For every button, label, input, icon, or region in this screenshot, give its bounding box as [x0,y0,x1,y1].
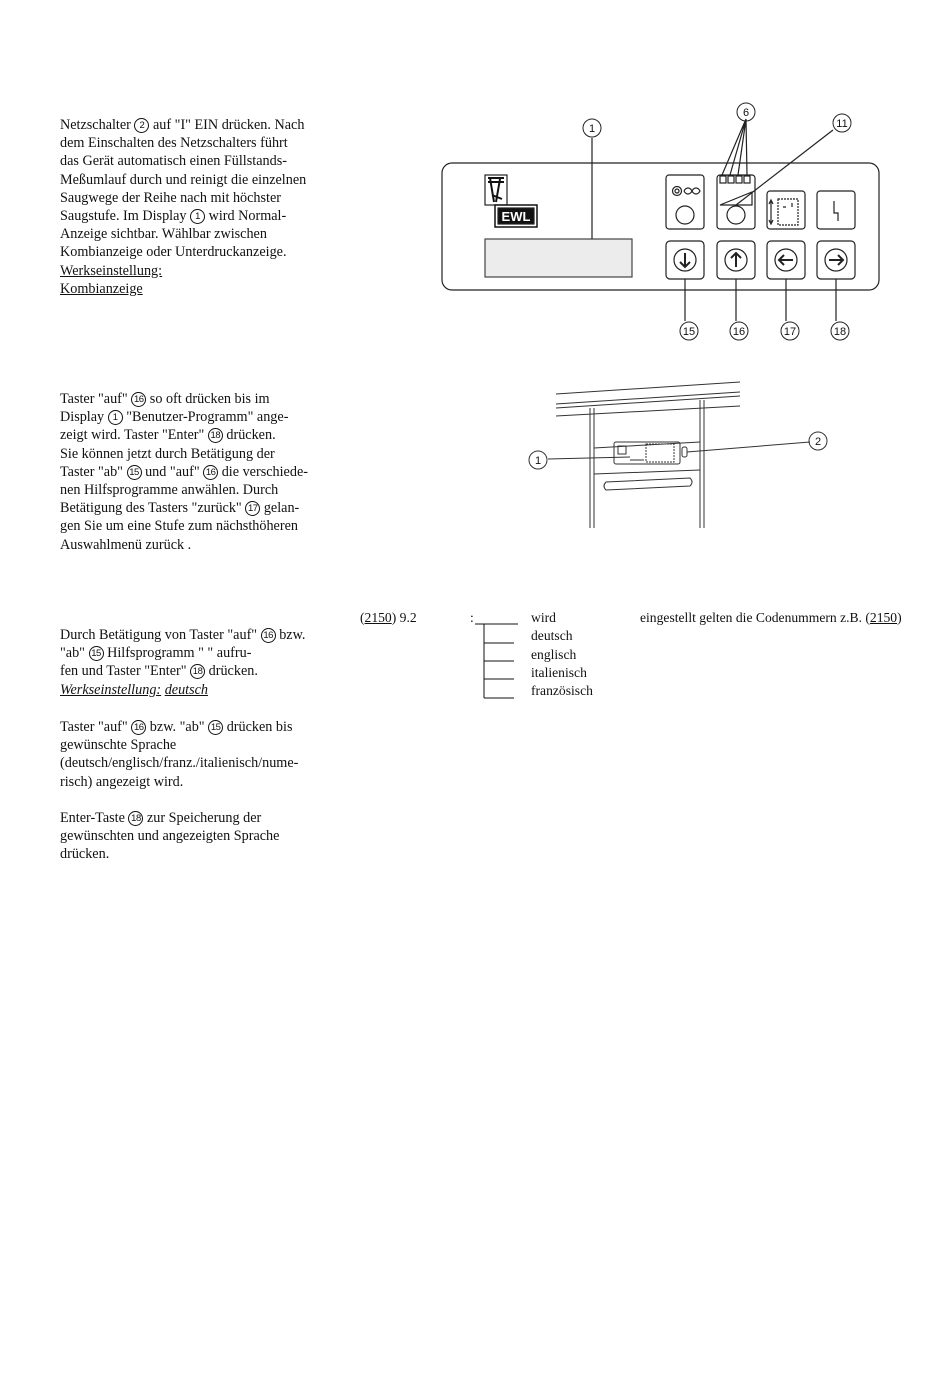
text-line [60,626,350,644]
text-line [60,662,350,680]
flash-icon [817,191,855,229]
callout-1: 1 [588,123,596,135]
text-run: gewünschte Sprache [60,737,177,754]
text-line [60,536,350,554]
text-line [60,809,350,827]
text-line [60,718,350,736]
text-run: Auswahlmenü zurück . [60,536,192,553]
text-line [60,408,350,426]
callout-17: 17 [783,326,797,338]
display-window [485,239,632,277]
text-run: Saugstufe. Im Display [60,208,191,225]
circled-ref-number: 16 [203,465,218,480]
text-line [60,445,350,463]
circled-ref-number: 15 [89,646,104,661]
text-run: gen Sie um eine Stufe zum nächsthöheren [60,518,298,535]
text-run: "Benutzer-Programm" ange- [122,409,289,426]
text-line [60,499,350,517]
language-tree-lines [470,612,530,702]
text-line [60,116,350,134]
circled-ref-number: 18 [128,811,143,826]
text-run: Meßumlauf durch und reinigt die einzelnen [60,171,307,188]
code-line-right: eingestellt gelten die Codenummern z.B. (2150) [640,610,902,625]
code-colon: : [470,610,474,625]
callout-2: 2 [814,436,822,448]
text-line [60,681,350,699]
text-run: auf "I" EIN drücken. Nach [149,117,305,133]
text-run: die verschiede- [218,463,308,480]
text-run: bzw. "ab" [146,719,209,735]
language-option-italienisch: italienisch [531,665,587,680]
code-suffix: ) 9.2 [391,610,417,625]
up-button[interactable] [717,241,755,279]
ewl-logo [485,175,537,227]
text-run: Kombianzeige oder Unterdruckanzeige. [60,244,287,261]
section-save-language [60,809,350,864]
circled-ref-number: 16 [131,392,146,407]
circled-ref-number: 15 [127,465,142,480]
text-line [60,189,350,207]
text-run: Saugwege der Reihe nach mit höchster [60,189,282,206]
circled-ref-number: 15 [208,720,223,735]
section-select-language [60,718,350,791]
language-option-franzoesisch: französisch [531,683,593,698]
text-run: zur Speicherung der [143,810,262,826]
text-run: drücken bis [223,719,293,735]
text-line [60,171,350,189]
text-line [60,390,350,408]
underlined-text: Werkseinstellung: [60,262,163,279]
text-line [60,426,350,444]
text-run: Taster "ab" [60,463,127,480]
text-line [60,827,350,845]
text-run: und "auf" [141,463,204,480]
text-line [60,134,350,152]
text-run: das Gerät automatisch einen Füllstands- [60,153,287,170]
callout-6: 6 [742,107,750,119]
text-run: gewünschten und angezeigten Sprache [60,828,280,845]
text-run: Hilfsprogramm " " aufru- [103,645,252,662]
text-line [60,243,350,261]
callout-16: 16 [732,326,746,338]
language-option-deutsch: deutsch [531,628,573,643]
circled-ref-number: 18 [190,664,205,679]
callout-18: 18 [833,326,847,338]
down-button[interactable] [666,241,704,279]
callout-1: 1 [534,455,542,467]
level-icon [767,191,805,229]
text-run: wird Normal- [205,208,287,225]
text-run: drücken. [222,427,276,444]
text-line [60,280,350,298]
text-line [60,754,350,772]
control-panel-figure [430,95,900,355]
circled-ref-number: 2 [134,118,149,133]
text-run: dem Einschalten des Netzschalters führt [60,135,288,152]
text-line [60,736,350,754]
section-language-program [60,626,350,699]
text-run: Anzeige sichtbar. Wählbar zwischen [60,226,267,243]
circled-ref-number: 1 [190,209,205,224]
factory-setting-text: Werkseinstellung: [60,681,162,698]
enter-button[interactable] [817,241,855,279]
code-number: 2150 [364,610,392,625]
language-option-englisch: englisch [531,647,577,662]
text-run: drücken. [60,846,110,863]
text-run: (deutsch/englisch/franz./italienisch/nume- [60,755,299,772]
underlined-text: Kombianzeige [60,280,143,297]
circled-ref-number: 17 [245,501,260,516]
callout-11: 11 [836,118,848,130]
back-button[interactable] [767,241,805,279]
text-line [60,517,350,535]
text-run: Taster "auf" [60,391,132,407]
ewl-logo-text: EWL [501,209,531,224]
text-run: drücken. [205,663,258,680]
circled-ref-number: 16 [261,628,276,643]
circled-ref-number: 18 [208,428,223,443]
text-run: Taster "auf" [60,719,132,735]
text-run: Netzschalter [60,117,135,133]
text-line [60,207,350,225]
circled-ref-number: 1 [108,410,123,425]
code-wird: wird [531,610,556,625]
circled-ref-number: 16 [131,720,146,735]
text-run: nen Hilfsprogramme anwählen. Durch [60,482,279,499]
text-run: fen und Taster "Enter" [60,663,191,680]
text-run: risch) angezeigt wird. [60,773,184,790]
text-line [60,152,350,170]
text-run: so oft drücken bis im [146,391,270,407]
device-front-figure [520,378,850,538]
text-line [60,481,350,499]
text-line [60,225,350,243]
text-line [60,845,350,863]
text-run: bzw. [275,627,306,643]
text-line [60,773,350,791]
section-user-program [60,390,350,554]
text-run: gelan- [260,500,300,517]
text-run: Sie können jetzt durch Betätigung der [60,445,275,462]
code-number-right: 2150 [869,610,898,625]
ramp-icon [717,175,755,229]
code-line-left: (2150) 9.2 [360,610,417,625]
callout-15: 15 [682,326,696,338]
text-line [60,644,350,662]
text-run: "ab" [60,645,89,662]
text-run: Enter-Taste [60,810,129,826]
text-line [60,262,350,280]
factory-setting-text: deutsch [164,681,209,698]
vacuum-infinity-icon [666,175,704,229]
text-run: zeigt wird. Taster "Enter" [60,427,208,444]
text-run: Display [60,409,108,426]
text-run: Durch Betätigung von Taster "auf" [60,627,261,643]
text-run: Betätigung des Tasters "zurück" [60,500,246,517]
section-power-on [60,116,350,298]
text-line [60,463,350,481]
device-switch [682,447,687,457]
